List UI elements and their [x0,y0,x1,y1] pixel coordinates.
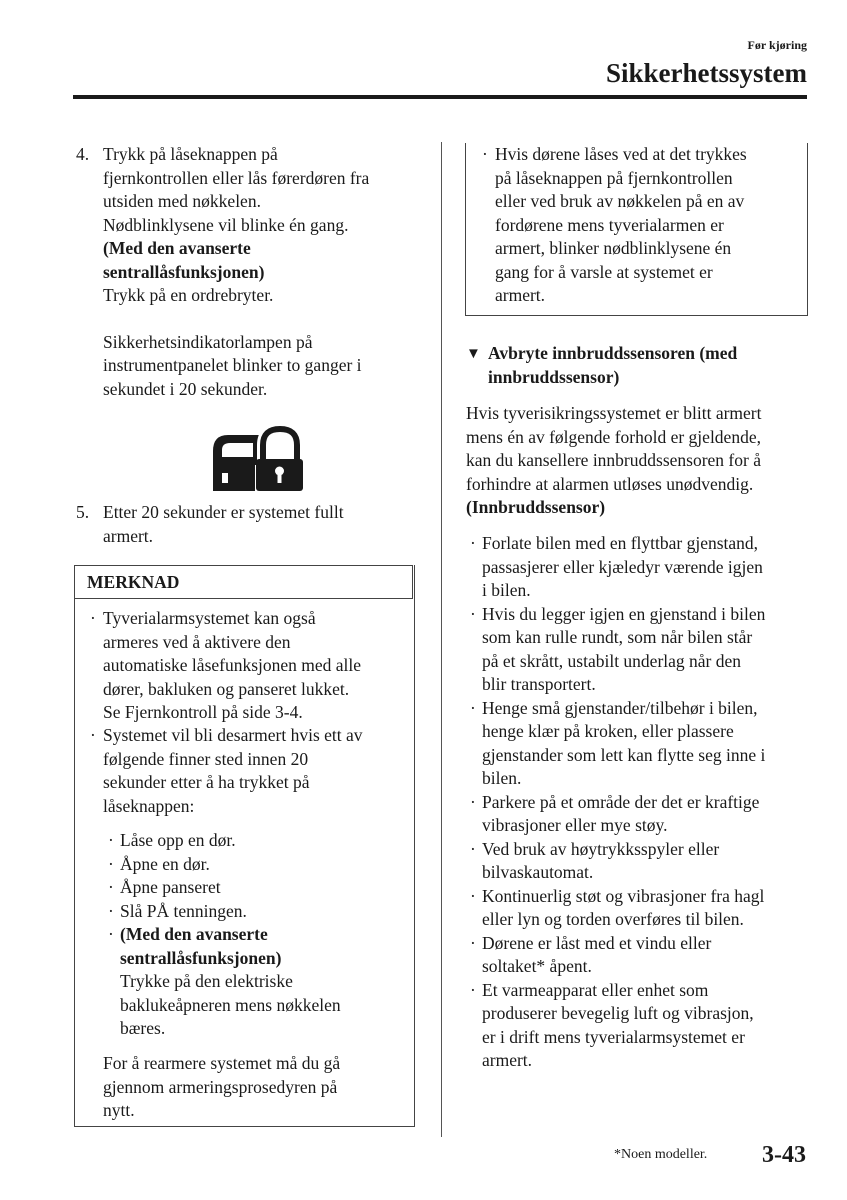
step-number: 5. [76,502,90,522]
step-4 [76,143,416,401]
heading-line: Avbryte innbruddssensoren (med [488,343,738,363]
text-line: Et varmeapparat eller enhet som [482,979,709,1000]
text-line: armert. [103,525,154,546]
sub-item: Åpne panseret [120,877,221,897]
text-line: låseknappen: [103,795,195,816]
text-line: Trykk på en ordrebryter. [103,285,274,305]
text-line: Sikkerhetsindikatorlampen på [103,331,313,352]
text-line: armert, blinker nødblinklysene én [495,238,732,258]
text-line: automatiske låsefunksjonen med alle [103,655,362,675]
list-item: · Parkere på et område der det er kraftige vibrasjoner eller mye støy. [470,791,810,838]
page-number: 3-43 [762,1142,806,1168]
text-line: armeres ved å aktivere den [103,631,291,652]
text-line: fjernkontrollen eller lås førerdøren fra [103,167,370,188]
bullet-dot: · [108,877,114,897]
text-line: Se Fjernkontroll på side 3-4. [103,702,303,722]
note-bullet-1 [90,607,400,725]
tip-bullet [482,143,802,308]
bold-line: (Innbruddssensor) [466,497,606,517]
list-item: · Forlate bilen med en flyttbar gjenstand, passasjerer eller kjæledyr værende igjen i bilen. [470,532,810,603]
footnote: *Noen modeller. [614,1147,708,1162]
intro-paragraph [466,402,806,520]
text-line: eller ved bruk av nøkkelen på en av [495,191,745,211]
text-line: forhindre at alarmen utløses unødvendig. [466,473,754,494]
text-line: produserer bevegelig luft og vibrasjon, [482,1003,754,1023]
text-line: Systemet vil bli desarmert hvis ett av [103,725,363,745]
bullet-dot: · [108,830,114,850]
header-rule [73,95,807,99]
section-label: Før kjøring [747,38,807,52]
text-line: armert. [482,1050,533,1070]
text-line: følgende finner sted innen 20 [103,748,309,769]
text-line: armert. [495,285,546,305]
text-line: baklukeåpneren mens nøkkelen [120,994,341,1015]
text-line: Dørene er låst med et vindu eller [482,932,712,953]
text-line: dører, bakluken og panseret lukket. [103,678,350,699]
bullet-dot: · [108,900,114,921]
note-heading [74,565,413,599]
text-line: sekunder etter å ha trykket på [103,772,310,792]
text-line: Hvis tyverisikringssystemet er blitt armert [466,403,762,423]
text-line: utsiden med nøkkelen. [103,191,261,211]
text-line: For å rearmere systemet må du gå [103,1053,341,1073]
text-line: gjennom armeringsprosedyren på [103,1076,338,1097]
list-item: · Ved bruk av høytrykksspyler eller bilvaskautomat. [470,838,810,885]
text-line: Hvis dørene låses ved at det trykkes [495,144,747,164]
bullet-dot: · [90,725,96,745]
step-number: 4. [76,144,90,164]
text-line: Nødblinklysene vil blinke én gang. [103,214,349,235]
sub-item: Låse opp en dør. [120,830,236,850]
bold-line: sentrallåsfunksjonen) [120,947,282,968]
bold-line: (Med den avanserte [103,238,251,258]
text-line: vibrasjoner eller mye støy. [482,815,668,835]
text-line: Kontinuerlig støt og vibrasjoner fra hagl [482,885,765,906]
text-line: blir transportert. [482,674,596,694]
text-line: på et skrått, ustabilt underlag når den [482,650,742,671]
list-item: · Hvis du legger igjen en gjenstand i bilen som kan rulle rundt, som når bilen står på et skrått, ustabilt underlag når den blir transportert. [470,603,810,697]
text-line: bilvaskautomat. [482,862,594,882]
text-line: bæres. [120,1018,166,1038]
text-line: soltaket* åpent. [482,956,592,976]
list-item: · Kontinuerlig støt og vibrasjoner fra hagl eller lyn og torden overføres til bilen. [470,885,810,932]
triangle-marker-icon: ▼ [466,346,481,362]
text-line: bilen. [482,768,522,788]
bullet-dot: · [90,608,96,628]
subsection-heading [466,342,806,389]
text-line: Trykke på den elektriske [120,971,293,991]
condition-list [470,532,810,1073]
note-bullet-2 [90,724,400,818]
text-line: mens én av følgende forhold er gjeldende, [466,426,761,447]
text-line: fordørene mens tyverialarmen er [495,214,724,235]
bullet-dot: · [108,853,114,874]
text-line: instrumentpanelet blinker to ganger i [103,355,362,375]
note-sub-list [108,829,403,1041]
text-line: gjenstander som lett kan flytte seg inne i [482,744,766,765]
note-rearm [103,1052,403,1123]
text-line: passasjerer eller kjæledyr værende igjen [482,556,763,577]
bold-line: sentrallåsfunksjonen) [103,261,265,282]
text-line: sekundet i 20 sekunder. [103,378,268,399]
text-line: på låseknappen på fjernkontrollen [495,167,733,188]
note-heading-text: MERKNAD [87,572,180,592]
list-item: · Dørene er låst med et vindu eller soltaket* åpent. [470,932,810,979]
text-line: gang for å varsle at systemet er [495,261,713,282]
page-title: Sikkerhetssystem [606,58,807,88]
column-divider [441,142,442,1137]
sub-item: Åpne en dør. [120,853,210,874]
text-line: er i drift mens tyverialarmsystemet er [482,1026,745,1047]
heading-line: innbruddssensor) [488,366,620,387]
text-line: Hvis du legger igjen en gjenstand i bilen [482,603,766,624]
security-indicator-lock-icon [210,423,305,493]
bullet-dot: · [108,924,114,944]
text-line: Parkere på et område der det er kraftige [482,791,760,812]
bold-line: (Med den avanserte [120,924,268,944]
text-line: Tyverialarmsystemet kan også [103,608,316,628]
text-line: nytt. [103,1100,135,1120]
bullet-dot: · [482,144,488,164]
text-line: Ved bruk av høytrykksspyler eller [482,838,720,859]
sub-item: Slå PÅ tenningen. [120,900,247,921]
list-item: · Henge små gjenstander/tilbehør i bilen, henge klær på kroken, eller plassere gjenstander som lett kan flytte seg inne i bilen. [470,697,810,791]
list-item: · Et varmeapparat eller enhet som produserer bevegelig luft og vibrasjon, er i drift mens tyverialarmsystemet er armert. [470,979,810,1073]
text-line: Henge små gjenstander/tilbehør i bilen, [482,697,758,718]
step-5 [76,501,416,548]
text-line: Forlate bilen med en flyttbar gjenstand, [482,533,759,553]
text-line: Etter 20 sekunder er systemet fullt [103,502,344,522]
text-line: henge klær på kroken, eller plassere [482,721,734,741]
text-line: eller lyn og torden overføres til bilen. [482,909,744,929]
text-line: kan du kansellere innbruddssensoren for å [466,450,761,470]
text-line: Trykk på låseknappen på [103,144,278,164]
text-line: i bilen. [482,580,531,600]
text-line: som kan rulle rundt, som når bilen står [482,627,753,647]
